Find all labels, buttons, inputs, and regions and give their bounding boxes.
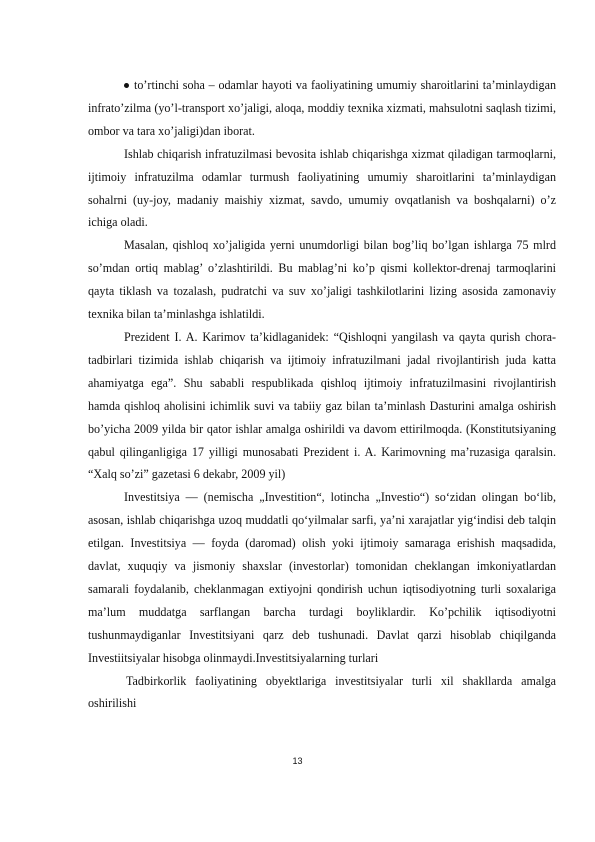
paragraph: Ishlab chiqarish infratuzilmasi bevosita ishlab chiqarishga xizmat qiladigan tarmoqlarni, ijtimoiy infratuzilma odamlar turmush faoliyatining umumiy sharoitlarini ta’minlaydigan sohalrni (uy-joy, madaniy maishiy xizmat, savdo, umumiy ovqatlanish va boshqalarni) o’z ichiga oladi. [88, 146, 556, 230]
paragraph: Investitsiya — (nemischa „Investition“, lotincha „Investio“) soʻzidan olingan boʻlib, asosan, ishlab chiqarishga uzoq muddatli qoʻyilmalar sarfi, yaʼni xarajatlar yigʻindisi deb talqin etilgan. Investitsiya — foyda (daromad) olish yoki ijtimoiy samaraga erishish maqsadida, davlat, xuquqiy va jismoniy shaxslar (investorlar) tomonidan cheklangan imkoniyatlardan samarali foydalanib, cheklanmagan extiyojni qondirish uchun iqtisodiyotning turli soxalariga ma’lum muddatga sarflangan barcha turdagi boyliklardir. Ko’pchilik iqtisodiyotni tushunmaydiganlar Investitsiyani qarz deb tushunadi. Davlat qarzi hisoblab chiqilganda Investiitsiyalar hisobga olinmaydi.Investitsiyalarning turlari [88, 490, 556, 665]
page-number: 13 [292, 756, 303, 766]
document-body [88, 74, 556, 715]
paragraph: Masalan, qishloq xo’jaligida yerni unumdorligi bilan bog’liq bo’lgan ishlarga 75 mlrd so’mdan ortiq mablag’ o’zlashtirildi. Bu mablag’ni ko’p qismi kollektor-drenaj tarmoqlarini qayta tiklash va tozalash, pudratchi va suv xo’jaligi tashkilotlarini lizing asosida zamonaviy texnika bilan ta’minlashga ishlatildi. [88, 238, 556, 322]
paragraph-bullet [88, 74, 556, 143]
bullet-icon [124, 83, 129, 88]
paragraph: Tadbirkorlik faoliyatining obyektlariga investitsiyalar turli xil shakllarda amalga oshirilishi [88, 673, 556, 711]
paragraph-text: to’rtinchi soha – odamlar hayoti va faoliyatining umumiy sharoitlarini ta’minlaydigan infrato’zilma (yo’l-transport xo’jaligi, aloqa, moddiy texnika xizmati, mahsulotni saqlash tizimi, ombor va tara xo’jaligi)dan iborat. [88, 78, 556, 138]
paragraph: Prezident I. A. Karimov ta’kidlaganidek: “Qishloqni yangilash va qayta qurish chora-tadbirlari tizimida ishlab chiqarish va ijtimoiy infratuzilmani jadal rivojlantirish juda katta ahamiyatga ega”. Shu sababli respublikada qishloq ijtimoiy infratuzilmasini rivojlantirish hamda qishloq aholisini ichimlik suvi va tabiiy gaz bilan ta’minlash Dasturini amalga oshirish bo’yicha 2009 yilda bir qator ishlar amalga oshirildi va davom ettirilmoqda. (Konstitutsiyaning qabul qilinganligiga 17 yilligi munosabati Prezident i. A. Karimovning ma’ruzasiga qaralsin. “Xalq so’zi” gazetasi 6 dekabr, 2009 yil) [88, 329, 556, 482]
